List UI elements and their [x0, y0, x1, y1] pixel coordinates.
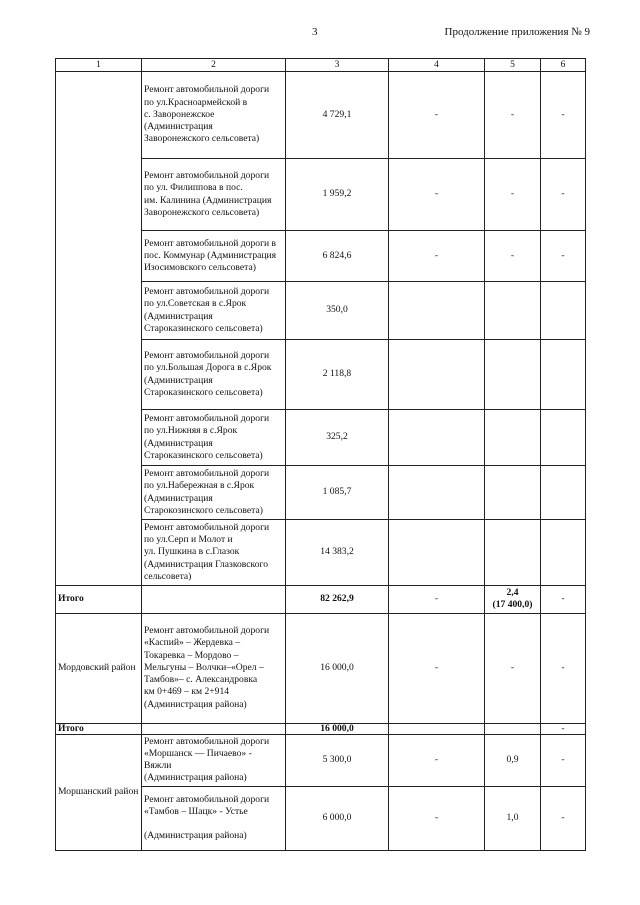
- column-number: 2: [142, 59, 286, 72]
- column-number: 4: [389, 59, 485, 72]
- col4-cell: -: [389, 734, 485, 786]
- col5-cell: [485, 466, 541, 520]
- work-description: [142, 586, 286, 614]
- col5-cell: 0,9: [485, 734, 541, 786]
- col6-cell: [541, 520, 586, 586]
- col4-cell: [389, 410, 485, 466]
- col5-cell: [485, 340, 541, 410]
- col6-cell: -: [541, 723, 586, 734]
- column-number: 5: [485, 59, 541, 72]
- amount-cell: 4 729,1: [286, 72, 389, 159]
- col4-cell: [389, 520, 485, 586]
- col6-cell: -: [541, 586, 586, 614]
- col5-cell: -: [485, 72, 541, 159]
- work-description: Ремонт автомобильной дороги по ул.Большая Дорога в с.Ярок (Администрация Староказинского сельсовета): [142, 340, 286, 410]
- continuation-note: Продолжение приложения № 9: [444, 26, 590, 38]
- col4-cell: -: [389, 231, 485, 282]
- col5-cell: [485, 410, 541, 466]
- col4-cell: [389, 466, 485, 520]
- work-description: Ремонт автомобильной дороги по ул.Набережная в с.Ярок (Администрация Старокозинского сельсовета): [142, 466, 286, 520]
- col6-cell: [541, 410, 586, 466]
- col4-cell: [389, 723, 485, 734]
- col4-cell: -: [389, 586, 485, 614]
- column-number: 1: [56, 59, 142, 72]
- col6-cell: -: [541, 786, 586, 850]
- total-amount: 16 000,0: [286, 723, 389, 734]
- column-number-row: [56, 59, 586, 72]
- column-number: 3: [286, 59, 389, 72]
- amount-cell: 14 383,2: [286, 520, 389, 586]
- col5-cell: 1,0: [485, 786, 541, 850]
- col5-cell: 2,4 (17 400,0): [485, 586, 541, 614]
- work-description: Ремонт автомобильной дороги по ул. Филиппова в пос. им. Калинина (Администрация Заворонежского сельсовета): [142, 159, 286, 231]
- amount-cell: 6 000,0: [286, 786, 389, 850]
- col6-cell: [541, 282, 586, 340]
- total-row: [56, 723, 586, 734]
- work-description: Ремонт автомобильной дороги по ул.Красноармейской в с. Заворонежское (Администрация Заворонежского сельсовета): [142, 72, 286, 159]
- col4-cell: -: [389, 613, 485, 723]
- table-row: [56, 734, 586, 786]
- amount-cell: 1 085,7: [286, 466, 389, 520]
- col6-cell: -: [541, 734, 586, 786]
- col6-cell: -: [541, 159, 586, 231]
- work-description: Ремонт автомобильной дороги по ул.Нижняя в с.Ярок (Администрация Староказинского сельсовета): [142, 410, 286, 466]
- col6-cell: [541, 340, 586, 410]
- amount-cell: 6 824,6: [286, 231, 389, 282]
- district-name: Моршанский район: [56, 734, 142, 850]
- total-label: Итого: [56, 586, 142, 614]
- total-label: Итого: [56, 723, 142, 734]
- col6-cell: [541, 466, 586, 520]
- amount-cell: 1 959,2: [286, 159, 389, 231]
- col4-cell: [389, 282, 485, 340]
- col5-cell: [485, 282, 541, 340]
- work-description: Ремонт автомобильной дороги по ул.Советская в с.Ярок (Администрация Староказинского сельсовета): [142, 282, 286, 340]
- column-number: 6: [541, 59, 586, 72]
- page-number: 3: [312, 26, 318, 38]
- amount-cell: 2 118,8: [286, 340, 389, 410]
- work-description: Ремонт автомобильной дороги «Каспий» – Жердевка – Токаревка – Мордово – Мельгуны – Волчки–«Орел – Тамбов»– с. Александровка км 0+469 – км 2+914 (Администрация района): [142, 613, 286, 723]
- col5-cell: [485, 723, 541, 734]
- col5-cell: -: [485, 613, 541, 723]
- amount-cell: 350,0: [286, 282, 389, 340]
- work-description: [142, 723, 286, 734]
- district-cell: [56, 72, 142, 586]
- work-description: Ремонт автомобильной дороги «Моршанск — Пичаево» - Вяжли (Администрация района): [142, 734, 286, 786]
- col5-cell: [485, 520, 541, 586]
- table-row: [56, 613, 586, 723]
- col4-cell: -: [389, 72, 485, 159]
- col6-cell: -: [541, 231, 586, 282]
- col5-cell: -: [485, 159, 541, 231]
- appendix-table: [55, 58, 586, 851]
- amount-cell: 16 000,0: [286, 613, 389, 723]
- work-description: Ремонт автомобильной дороги в пос. Коммунар (Администрация Изосимовского сельсовета): [142, 231, 286, 282]
- col5-cell: -: [485, 231, 541, 282]
- col4-cell: [389, 340, 485, 410]
- col6-cell: -: [541, 72, 586, 159]
- col4-cell: -: [389, 786, 485, 850]
- amount-cell: 5 300,0: [286, 734, 389, 786]
- district-name: Мордовский район: [56, 613, 142, 723]
- work-description: Ремонт автомобильной дороги по ул.Серп и Молот и ул. Пушкина в с.Глазок (Администрация Глазковского сельсовета): [142, 520, 286, 586]
- col6-cell: -: [541, 613, 586, 723]
- total-row: [56, 586, 586, 614]
- table-row: [56, 72, 586, 159]
- amount-cell: 325,2: [286, 410, 389, 466]
- work-description: Ремонт автомобильной дороги «Тамбов – Шацк» - Устье (Администрация района): [142, 786, 286, 850]
- col4-cell: -: [389, 159, 485, 231]
- total-amount: 82 262,9: [286, 586, 389, 614]
